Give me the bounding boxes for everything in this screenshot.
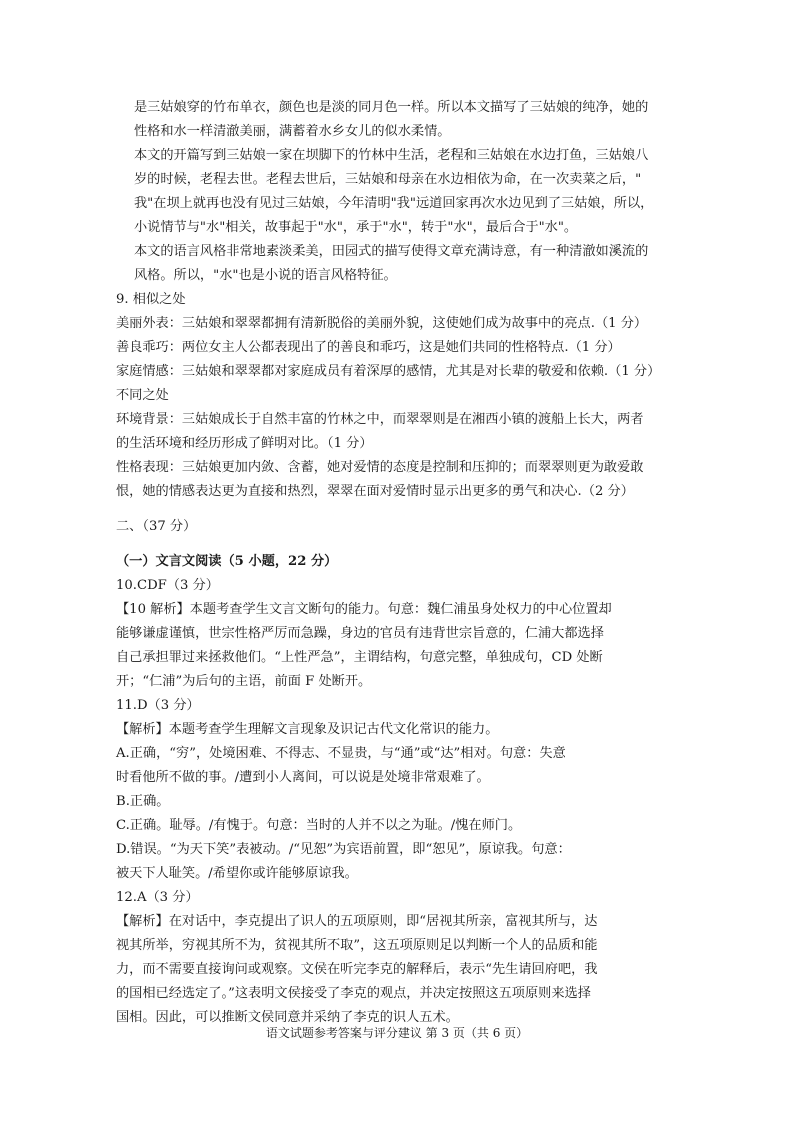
text-line: 风格。所以，"水"也是小说的语言风格特征。 (134, 268, 397, 283)
text-line: 性格和水一样清澈美丽，满蓄着水乡女儿的似水柔情。 (134, 124, 451, 139)
text-line: 小说情节与"水"相关，故事起于"水"，承于"水"，转于"水"，最后合于"水"。 (134, 220, 578, 235)
explanation-line: 力，而不需要直接询问或观察。文侯在听完李克的解释后，表示“先生请回府吧，我 (116, 962, 598, 977)
answer-line: 善良乖巧：两位女主人公都表现出了的善良和乖巧，这是她们共同的性格特点.（1 分） (116, 340, 621, 355)
page-content (116, 96, 682, 1030)
answer-line: 性格表现：三姑娘更加内敛、含蓄，她对爱情的态度是控制和压抑的；而翠翠则更为敢爱敢 (116, 460, 644, 475)
page-footer: 语文试题参考答案与评分建议 第 3 页（共 6 页） (265, 1026, 529, 1040)
text-line: 本文的语言风格非常地素淡柔美，田园式的描写使得文章充满诗意，有一种清澈如溪流的 (134, 244, 649, 259)
answer-line: 家庭情感：三姑娘和翠翠都对家庭成员有着深厚的感情，尤其是对长辈的敬爱和依赖.（1 分） (116, 364, 661, 379)
explanation-line: 自己承担罪过来拯救他们。“上性严急”，主谓结构，句意完整，单独成句，CD 处断 (116, 650, 603, 665)
explanation-line: 国相。因此，可以推断文侯同意并采纳了李克的识人五术。 (116, 1010, 459, 1025)
answer-line: 美丽外表：三姑娘和翠翠都拥有清新脱俗的美丽外貌，这使她们成为故事中的亮点.（1 分） (116, 316, 648, 331)
section-title: 二、（37 分） (116, 519, 197, 534)
answer-key: 12.A（3 分） (116, 890, 199, 905)
answer-line: 的生活环境和经历形成了鲜明对比。（1 分） (116, 436, 373, 451)
spacer (116, 539, 682, 550)
answer-subheading: 不同之处 (116, 388, 169, 403)
section-subtitle: （一）文言文阅读（5 小题，22 分） (116, 554, 338, 569)
text-line: 是三姑娘穿的竹布单衣，颜色也是淡的同月色一样。所以本文描写了三姑娘的纯净，她的 (134, 100, 649, 115)
text-line: 本文的开篇写到三姑娘一家在坝脚下的竹林中生活，老程和三姑娘在水边打鱼，三姑娘八 (134, 148, 649, 163)
explanation-line: 时看他所不做的事。/遭到小人离间，可以说是处境非常艰难了。 (116, 770, 490, 785)
answer-key: 11.D（3 分） (116, 698, 200, 713)
spacer (116, 504, 682, 515)
explanation-line: B.正确。 (116, 794, 170, 809)
question-11 (116, 694, 682, 886)
explanation-line: 能够谦虚谨慎，世宗性格严厉而急躁，身边的官员有违背世宗旨意的，仁浦大都选择 (116, 626, 604, 641)
explanation-line: 视其所举，穷视其所不为，贫视其所不取”，这五项原则足以判断一个人的品质和能 (116, 938, 598, 953)
explanation-line: A.正确，“穷”，处境困难、不得志、不显贵，与“通”或“达”相对。句意：失意 (116, 746, 566, 761)
explanation-line: C.正确。耻辱。/有愧于。句意：当时的人并不以之为耻。/愧在师门。 (116, 818, 522, 833)
answer-line: 环境背景：三姑娘成长于自然丰富的竹林之中，而翠翠则是在湘西小镇的渡船上长大，两者 (116, 412, 644, 427)
question-9 (116, 288, 682, 504)
passage-water-analysis (116, 96, 682, 288)
explanation-line: D.错误。“为天下笑”表被动。/“见恕”为宾语前置，即“恕见”，原谅我。句意： (116, 842, 571, 857)
explanation-line: 【解析】在对话中，李克提出了识人的五项原则，即“居视其所亲，富视其所与，达 (116, 914, 598, 929)
explanation-line: 开；“仁浦”为后句的主语，前面 F 处断开。 (116, 674, 372, 689)
text-line: 我"在坝上就再也没有见过三姑娘，今年清明"我"远道回家再次水边见到了三姑娘，所以， (134, 196, 654, 211)
question-title: 9. 相似之处 (116, 292, 186, 307)
text-line: 岁的时候，老程去世。老程去世后，三姑娘和母亲在水边相依为命，在一次卖菜之后，" (134, 172, 642, 187)
explanation-line: 的国相已经选定了。”这表明文侯接受了李克的观点，并决定按照这五项原则来选择 (116, 986, 591, 1001)
question-12 (116, 886, 682, 1030)
answer-key: 10.CDF（3 分） (116, 578, 219, 593)
explanation-line: 被天下人耻笑。/希望你或许能够原谅我。 (116, 866, 358, 881)
explanation-line: 【解析】本题考查学生理解文言现象及识记古代文化常识的能力。 (116, 722, 499, 737)
answer-line: 恨，她的情感表达更为直接和热烈，翠翠在面对爱情时显示出更多的勇气和决心.（2 分） (116, 484, 634, 499)
question-10 (116, 574, 682, 694)
explanation-line: 【10 解析】本题考查学生文言文断句的能力。句意：魏仁浦虽身处权力的中心位置却 (116, 602, 612, 617)
